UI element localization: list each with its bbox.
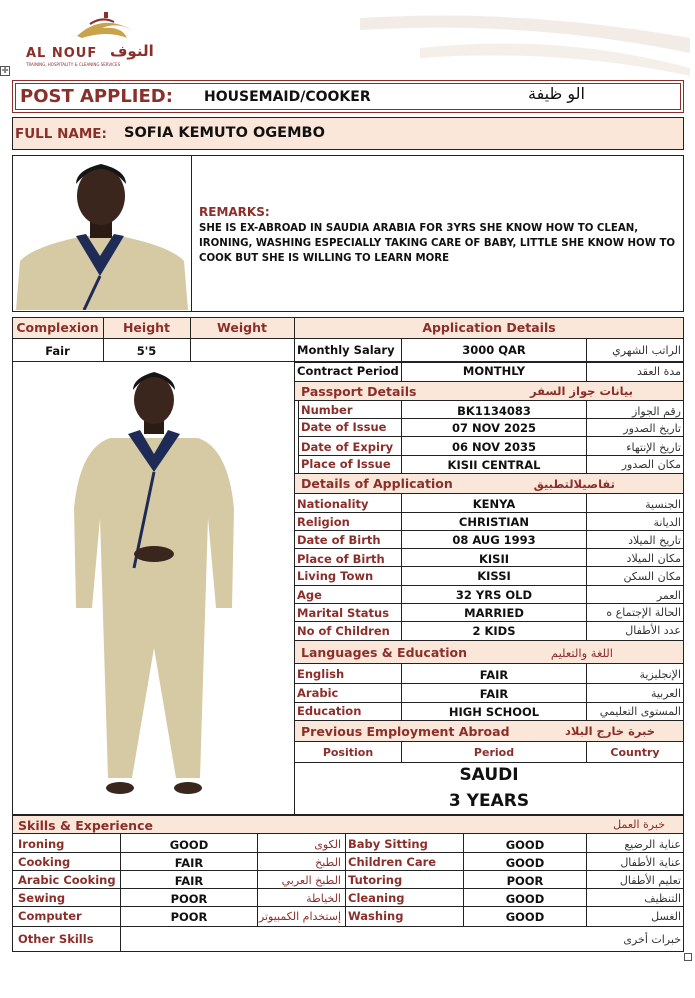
other-skills-label: Other Skills [18, 932, 94, 946]
table-resize-handle-icon[interactable] [684, 953, 692, 961]
living-town-ar: مكان السكن [623, 570, 681, 583]
monthly-salary-label: Monthly Salary [297, 343, 395, 357]
contract-period-label: Contract Period [297, 364, 399, 378]
skill-arabic-cooking-label: Arabic Cooking [18, 873, 116, 887]
employment-country-value: SAUDI [459, 765, 519, 785]
skills-experience-title-ar: خبرة العمل [613, 818, 665, 831]
skill-children-care-label: Children Care [348, 855, 437, 869]
full-name-box [12, 117, 684, 150]
skill-cooking-ar: الطبخ [315, 856, 341, 869]
no-of-children-label: No of Children [297, 624, 390, 638]
monthly-salary-value: 3000 QAR [462, 343, 526, 357]
place-of-issue-label: Place of Issue [301, 457, 391, 471]
skills-experience-title: Skills & Experience [18, 818, 153, 833]
skill-computer-ar: إستخدام الكمبيوتر [258, 910, 341, 923]
skill-cleaning-label: Cleaning [348, 891, 405, 905]
religion-value: CHRISTIAN [458, 515, 530, 529]
date-of-issue-label: Date of Issue [301, 420, 387, 434]
full-name-label: FULL NAME: [15, 126, 107, 142]
date-of-expiry-ar: تاريخ الإنتهاء [626, 441, 681, 454]
complexion-header: Complexion [16, 320, 99, 335]
religion-label: Religion [297, 515, 350, 529]
education-value: HIGH SCHOOL [448, 705, 540, 719]
logo-tagline: TRAINING, HOSPITALITY & CLEANING SERVICES [26, 62, 121, 67]
other-skills-ar: خبرات أخرى [623, 933, 681, 946]
skill-sewing-label: Sewing [18, 891, 66, 905]
skill-sewing-value: POOR [170, 892, 208, 906]
arabic-value: FAIR [479, 687, 509, 701]
date-of-issue-ar: تاريخ الصدور [623, 422, 681, 435]
logo-name-en: AL NOUF [26, 46, 98, 61]
post-applied-label: POST APPLIED: [20, 86, 173, 107]
arabic-ar: العربية [650, 687, 681, 700]
details-of-application-title: Details of Application [301, 476, 453, 491]
remarks-label: REMARKS: [199, 205, 270, 219]
religion-ar: الديانة [653, 516, 681, 529]
skill-baby-sitting-value: GOOD [505, 838, 545, 852]
place-of-birth-value: KISII [478, 552, 510, 566]
english-label: English [297, 667, 345, 681]
skill-ironing-value: GOOD [169, 838, 209, 852]
age-value: 32 YRS OLD [455, 588, 533, 602]
skill-tutoring-value: POOR [506, 874, 544, 888]
living-town-label: Living Town [297, 569, 374, 583]
skill-cooking-value: FAIR [174, 856, 204, 870]
skill-computer-label: Computer [18, 909, 82, 923]
passport-number-ar: رقم الجواز [632, 405, 681, 418]
skill-washing-label: Washing [348, 909, 404, 923]
date-of-expiry-value: 06 NOV 2035 [451, 440, 536, 454]
monthly-salary-ar: الراتب الشهري [612, 344, 681, 357]
education-label: Education [297, 704, 362, 718]
full-body-photo [70, 368, 240, 808]
date-of-expiry-label: Date of Expiry [301, 440, 394, 454]
date-of-birth-ar: تاريخ الميلاد [628, 534, 681, 547]
place-of-issue-ar: مكان الصدور [621, 458, 681, 471]
table-move-handle-icon[interactable]: ✛ [1, 66, 9, 75]
complexion-value: Fair [45, 344, 70, 358]
skill-cleaning-value: GOOD [505, 892, 545, 906]
skill-sewing-ar: الخياطة [306, 892, 341, 905]
date-of-issue-value: 07 NOV 2025 [451, 421, 536, 435]
skill-ironing-ar: الكوى [314, 838, 341, 851]
weight-header: Weight [217, 320, 267, 335]
height-value: 5'5 [136, 344, 157, 358]
languages-education-title: Languages & Education [301, 645, 468, 660]
details-of-application-title-ar: تفاصيلالتطبيق [533, 477, 615, 491]
skill-ironing-label: Ironing [18, 837, 65, 851]
marital-status-ar: الحالة الإجتماع ه [606, 606, 681, 619]
portrait-photo [14, 156, 190, 310]
no-of-children-value: 2 KIDS [472, 624, 516, 638]
education-ar: المستوى التعليمي [599, 705, 681, 718]
marital-status-value: MARRIED [464, 606, 524, 620]
languages-education-title-ar: اللغة والتعليم [550, 646, 613, 660]
employment-period-header: Period [473, 746, 515, 759]
passport-details-title: Passport Details [301, 384, 417, 399]
date-of-birth-label: Date of Birth [297, 533, 381, 547]
skill-arabic-cooking-ar: الطبخ العربي [281, 874, 341, 887]
skill-cleaning-ar: التنظيف [644, 892, 681, 905]
skill-children-care-ar: عناية الأطفال [620, 856, 681, 869]
age-ar: العمر [656, 589, 681, 602]
place-of-birth-label: Place of Birth [297, 552, 385, 566]
height-header: Height [122, 320, 171, 335]
english-value: FAIR [479, 668, 509, 682]
company-logo [22, 8, 182, 68]
skill-tutoring-label: Tutoring [348, 873, 403, 887]
skill-cooking-label: Cooking [18, 855, 71, 869]
full-name-value: SOFIA KEMUTO OGEMBO [124, 125, 325, 141]
skill-tutoring-ar: تعليم الأطفال [619, 874, 681, 887]
logo-name-ar: النوف [110, 42, 154, 60]
skill-baby-sitting-ar: عناية الرضيع [624, 838, 681, 851]
age-label: Age [297, 588, 322, 602]
nationality-value: KENYA [472, 497, 516, 511]
skill-washing-ar: الغسل [651, 910, 681, 923]
place-of-birth-ar: مكان الميلاد [626, 552, 681, 565]
date-of-birth-value: 08 AUG 1993 [452, 533, 536, 547]
english-ar: الإنجليزية [639, 668, 681, 681]
post-applied-value: HOUSEMAID/COOKER [204, 89, 371, 105]
employment-period-value: 3 YEARS [448, 791, 530, 811]
skill-washing-value: GOOD [505, 910, 545, 924]
contract-period-ar: مدة العقد [637, 365, 681, 378]
passport-details-title-ar: بيانات جواز السفر [530, 384, 633, 398]
nationality-label: Nationality [297, 497, 369, 511]
marital-status-label: Marital Status [297, 606, 390, 620]
previous-employment-title: Previous Employment Abroad [301, 724, 510, 739]
header-swoosh-decoration [360, 8, 690, 78]
remarks-text: SHE IS EX-ABROAD IN SAUDIA ARABIA FOR 3YRS SHE KNOW HOW TO CLEAN, IRONING, WASHING ESPECIALLY TAKING CARE OF BABY, LITTLE SHE KNOW HOW TO COOK BUT SHE IS WILLING TO LEARN MORE [199, 223, 676, 264]
place-of-issue-value: KISII CENTRAL [447, 458, 541, 472]
arabic-label: Arabic [297, 686, 339, 700]
skill-children-care-value: GOOD [505, 856, 545, 870]
living-town-value: KISSI [477, 569, 511, 583]
passport-number-value: BK1134083 [457, 404, 531, 418]
post-applied-label-ar: الو ظيفة [528, 84, 585, 103]
nationality-ar: الجنسية [645, 498, 681, 511]
skill-computer-value: POOR [170, 910, 208, 924]
employment-country-header: Country [610, 746, 660, 759]
previous-employment-title-ar: خبرة خارج البلاد [564, 724, 655, 738]
skill-baby-sitting-label: Baby Sitting [348, 837, 428, 851]
employment-position-header: Position [322, 746, 374, 759]
skill-arabic-cooking-value: FAIR [174, 874, 204, 888]
contract-period-value: MONTHLY [462, 364, 526, 378]
no-of-children-ar: عدد الأطفال [625, 624, 681, 637]
passport-number-label: Number [301, 403, 353, 417]
application-details-title: Application Details [422, 320, 556, 335]
